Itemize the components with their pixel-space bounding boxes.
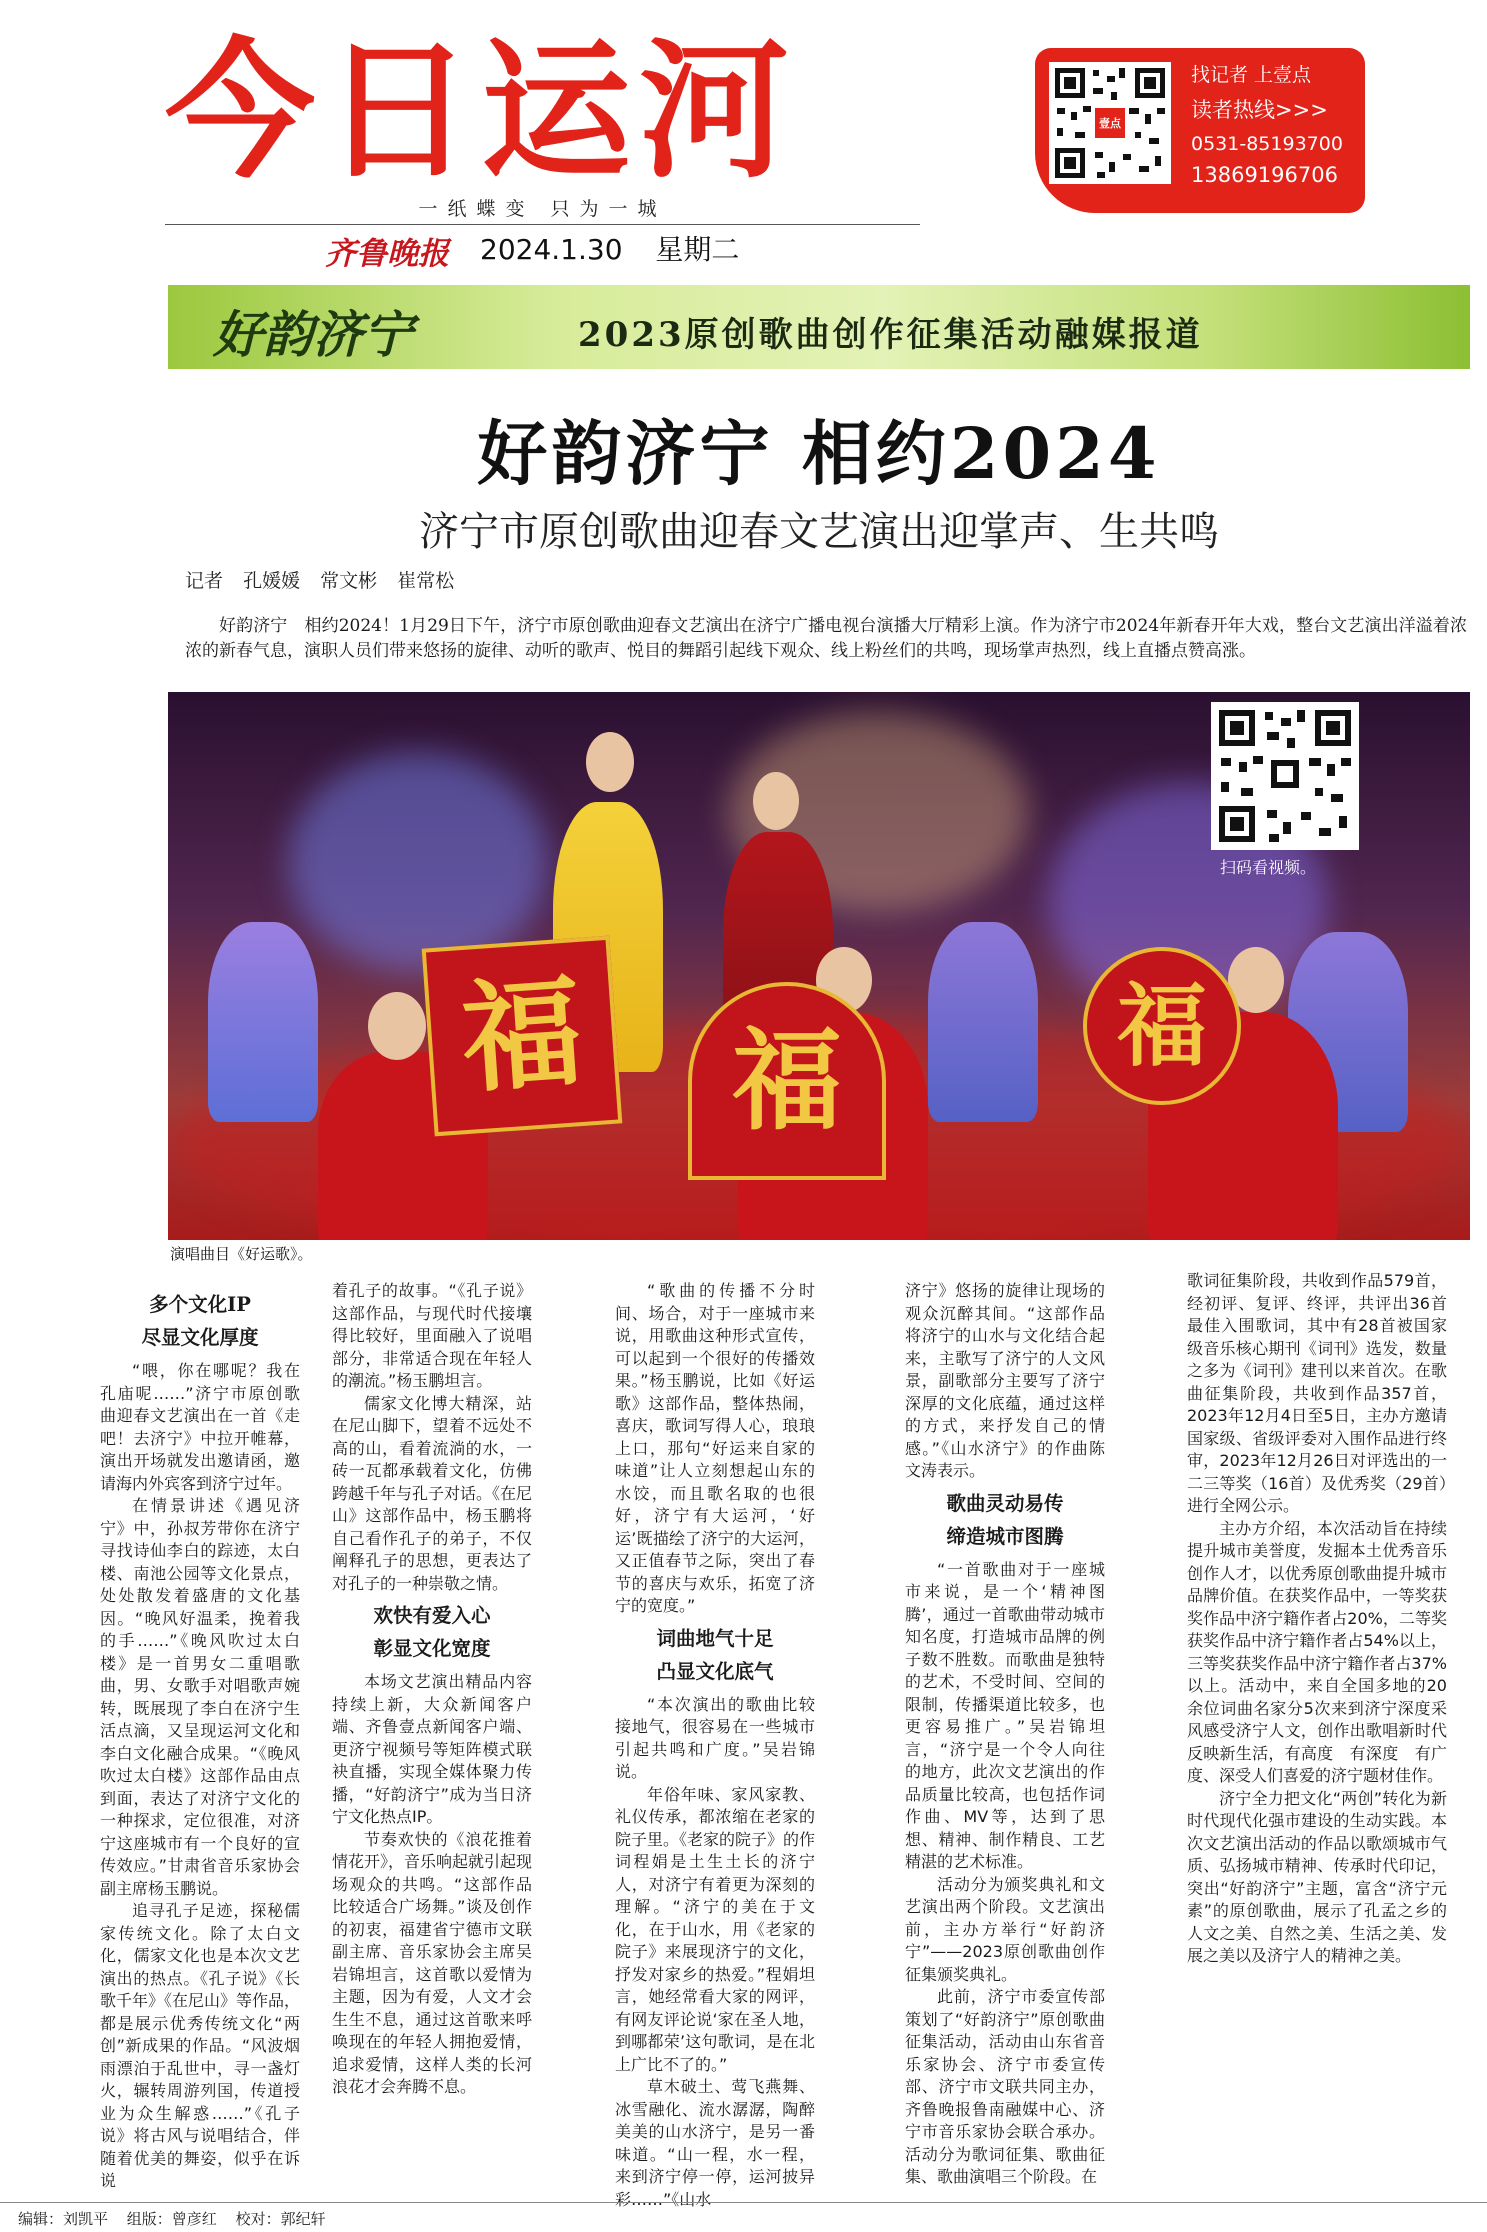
fu-fan: 福: [1083, 947, 1241, 1105]
body-paragraph: 儒家文化博大精深，站在尼山脚下，望着不远处不高的山，看着流淌的水，一砖一瓦都承载着文化，仿佛跨越千年与孔子对话。《在尼山》这部作品中，杨玉鹏将自己看作孔子的弟子，不仅阐释孔子的思想，更表达了对孔子的一种崇敬之情。: [332, 1393, 533, 1593]
subtitle-line: 欢快有爱入心: [373, 1604, 491, 1627]
subtitle-line: 尽显文化厚度: [141, 1326, 259, 1349]
body-paragraph: 着孔子的故事。“《孔子说》这部作品，与现代时代接壤得比较好，里面融入了说唱部分，非常适合现在年轻人的潮流。”杨玉鹏坦言。: [332, 1281, 532, 1390]
body-paragraph: 此前，济宁市委宣传部策划了“好韵济宁”原创歌曲征集活动，活动由山东省音乐家协会、济宁市委宣传部、济宁市文联共同主办，齐鲁晚报鲁南融媒中心、济宁市音乐家协会联合承办。活动分为歌词征集、歌曲征集、歌曲演唱三个阶段。在: [905, 1987, 1105, 2186]
subheadline: 济宁市原创歌曲迎春文艺演出迎掌声、生共鸣: [419, 509, 1219, 555]
section-subtitle: [615, 1622, 815, 1688]
performance-photo: [168, 692, 1470, 1240]
body-paragraph: 草木破土、莺飞燕舞、冰雪融化、流水潺潺，陶醉美美的山水济宁，是另一番味道。“山一程，水一程，来到济宁停一停，运河披异彩……”《山水: [615, 2077, 815, 2209]
hotline-phone-2[interactable]: 13869196706: [1191, 163, 1338, 187]
column-banner: [168, 285, 1470, 369]
body-paragraph: 在情景讲述《遇见济宁》中，孙叔芳带你在济宁寻找诗仙李白的踪迹，太白楼、南池公园等文化景点，处处散发着盛唐的文化基因。“晚风好温柔，挽着我的手……”《晚风吹过太白楼》是一首男女二重唱歌曲，男、女歌手对唱歌声婉转，既展现了李白在济宁生活点滴，又呈现运河文化和李白文化融合成果。“《晚风吹过太白楼》这部作品由点到面，表达了对济宁文化的一种探求，定位很准，对济宁这座城市有一个良好的宣传效应。”甘肃省音乐家协会副主席杨玉鹏说。: [100, 1496, 300, 1898]
masthead-title: 今日运河: [165, 25, 798, 199]
article-column-2: [332, 1280, 532, 2099]
dancer: [928, 922, 1038, 1122]
footer-proof: 校对：郭纪轩: [235, 2210, 326, 2228]
photo-caption: 演唱曲目《好运歌》。: [170, 1245, 313, 1263]
footer-divider: [0, 2202, 1487, 2203]
body-paragraph: 活动分为颁奖典礼和文艺演出两个阶段。文艺演出前，主办方举行“好韵济宁”——2023原创歌曲创作征集颁奖典礼。: [905, 1874, 1105, 1984]
lede-paragraph: 好韵济宁 相约2024！1月29日下午，济宁市原创歌曲迎春文艺演出在济宁广播电视台演播大厅精彩上演。作为济宁市2024年新春开年大戏，整台文艺演出洋溢着浓浓的新春气息，演职人员们带来悠扬的旋律、动听的歌声、悦目的舞蹈引起线下观众、线上粉丝们的共鸣，现场掌声热烈，线上直播点赞高涨。: [185, 616, 1467, 661]
hotline-phone-1[interactable]: 0531-85193700: [1191, 133, 1343, 155]
headline: 好韵济宁 相约2024: [477, 412, 1161, 495]
dancer: [208, 922, 318, 1122]
masthead-slogan: 一纸蝶变 只为一城: [165, 194, 920, 225]
singer-head: [753, 772, 799, 830]
article-column-5: [1187, 1270, 1464, 1968]
subtitle-line: 词曲地气十足: [656, 1626, 774, 1650]
section-subtitle: [332, 1599, 532, 1665]
fu-card: 福: [422, 936, 623, 1137]
qr-caption: 扫码看视频。: [1220, 858, 1317, 877]
hotline-label: 读者热线>>>: [1191, 98, 1328, 122]
girl-head: [368, 992, 426, 1060]
section-subtitle: [100, 1288, 300, 1354]
subtitle-line: 多个文化IP: [149, 1293, 251, 1316]
body-paragraph: 主办方介绍，本次活动旨在持续提升城市美誉度，发掘本土优秀音乐创作人才，以优秀原创歌曲提升城市品牌价值。在获奖作品中，一等奖获奖作品中济宁籍作者占20%，二等奖获奖作品中济宁籍作者占54%以上，三等奖获奖作品中济宁籍作者占37%以上。活动中，来自全国多地的20余位词曲名家分5次来到济宁深度采风感受济宁人文，创作出歌唱新时代 反映新生活，有高度 有深度 有广度、深受人们喜爱的济宁题材佳作。: [1187, 1518, 1464, 1785]
byline-author: 常文彬: [320, 570, 378, 592]
section-subtitle: [905, 1487, 1105, 1553]
body-paragraph: 本场文艺演出精品内容持续上新，大众新闻客户端、齐鲁壹点新闻客户端、更济宁视频号等矩阵模式联袂直播，实现全媒体聚力传播，“好韵济宁”成为当日济宁文化热点IP。: [332, 1672, 532, 1826]
issue-date: [480, 228, 763, 268]
body-paragraph: “歌曲的传播不分时间、场合，对于一座城市来说，用歌曲这种形式宣传，可以起到一个很好的传播效果。”杨玉鹏说，比如《好运歌》这部作品，整体热闹，喜庆，歌词写得人心，琅琅上口，那句“好运来自家的味道”让人立刻想起山东的水饺，而且歌名取的也很好，济宁有大运河，‘好运’既描绘了济宁的大运河，又正值春节之际，突出了春节的喜庆与欢乐，拓宽了济宁的宽度。”: [615, 1281, 815, 1615]
banner-text: 2023原创歌曲创作征集活动融媒报道: [578, 315, 1203, 355]
qr-code-icon: [1211, 702, 1359, 850]
footer-credits: [18, 2208, 340, 2229]
stage-light: [288, 752, 548, 972]
reader-hotline-box: [1035, 48, 1365, 213]
byline: [185, 566, 468, 593]
body-paragraph: 追寻孔子足迹，探秘儒家传统文化。除了太白文化，儒家文化也是本次文艺演出的热点。《孔子说》《长歌千年》《在尼山》等作品，都是展示优秀传统文化“两创”新成果的作品。“风波烟雨漂泊于乱世中，寻一盏灯火，辗转周游列国，传道授业为众生解惑……”《孔子说》将古风与说唱结合，伴随着优美的舞姿，似乎在诉说: [100, 1901, 301, 2190]
byline-author: 崔常松: [397, 570, 455, 592]
footer-layout: 组版：曾彦红: [126, 2210, 217, 2228]
article-column-4: [905, 1280, 1105, 2189]
byline-author: 孔媛媛: [243, 570, 301, 592]
body-paragraph: 年俗年味、家风家教、礼仪传承，都浓缩在老家的院子里。《老家的院子》的作词程娟是土生土长的济宁人，对济宁有着更为深刻的理解。“济宁的美在于文化，在于山水，用《老家的院子》来展现济宁的文化，抒发对家乡的热爱。”程娟坦言，她经常看大家的网评，有网友评论说‘家在圣人地，到哪都荣’这句歌词，是在北上广比不了的。”: [615, 1784, 816, 2074]
subtitle-line: 缔造城市图腾: [946, 1524, 1064, 1548]
hotline-tag: 找记者 上壹点: [1191, 64, 1312, 86]
fu-fan: 福: [688, 982, 886, 1180]
banner-brand: 好韵济宁: [213, 305, 413, 364]
body-paragraph: “本次演出的歌曲比较接地气，很容易在一些城市引起共鸣和广度。”吴岩锦说。: [615, 1694, 815, 1781]
article-column-3: [615, 1280, 815, 2211]
footer-editor: 编辑：刘凯平: [18, 2210, 109, 2228]
video-qr-code[interactable]: [1211, 702, 1359, 850]
date-text: 2024.1.30: [480, 233, 623, 266]
hotline-qr-code[interactable]: [1049, 62, 1171, 184]
body-paragraph: 节奏欢快的《浪花推着情花开》，音乐响起就引起现场观众的共鸣。“这部作品比较适合广场舞。”谈及创作的初衷，福建省宁德市文联副主席、音乐家协会主席吴岩锦坦言，这首歌以爱情为主题，因为有爱，人文才会生生不息，通过这首歌来呼唤现在的年轻人拥抱爱情，追求爱情，这样人类的长河浪花才会奔腾不息。: [332, 1829, 533, 2096]
singer-head: [586, 732, 634, 792]
weekday-text: 星期二: [655, 233, 740, 266]
body-paragraph: “一首歌曲对于一座城市来说，是一个‘精神图腾’，通过一首歌曲带动城市知名度，打造城市品牌的例子数不胜数。而歌曲是独特的艺术，不受时间、空间的限制，传播渠道比较多，也更容易推广。”吴岩锦坦言，“济宁是一个令人向往的地方，此次文艺演出的作品质量比较高，也包括作词作曲、MV等，达到了思想、精神、制作精良、工艺精湛的艺术标准。: [905, 1559, 1105, 1871]
body-paragraph: 歌词征集阶段，共收到作品579首，经初评、复评、终评，共评出36首最佳入围歌词，其中有28首被国家级音乐核心期刊《词刊》选发，数量之多为《词刊》建刊以来首次。在歌曲征集阶段，共收到作品357首，2023年12月4日至5日，主办方邀请国家级、省级评委对入围作品进行终审，2023年12月26日对评选出的一二三等奖（16首）及优秀奖（29首）进行全网公示。: [1187, 1271, 1447, 1515]
qr-logo-text: 壹点: [1099, 117, 1121, 130]
subtitle-line: 凸显文化底气: [656, 1659, 774, 1683]
subtitle-line: 彰显文化宽度: [373, 1637, 491, 1660]
paper-name-logo: 齐鲁晚报: [325, 236, 449, 272]
article-column-1: [100, 1280, 300, 2193]
subtitle-line: 歌曲灵动易传: [946, 1491, 1064, 1515]
body-paragraph: “喂，你在哪呢？我在孔庙呢……”济宁市原创歌曲迎春文艺演出在一首《走吧！去济宁》中拉开帷幕，演出开场就发出邀请函，邀请海内外宾客到济宁过年。: [100, 1361, 300, 1493]
body-paragraph: 济宁》悠扬的旋律让现场的观众沉醉其间。“这部作品将济宁的山水与文化结合起来，主歌写了济宁的人文风景，副歌部分主要写了济宁深厚的文化底蕴，通过这样的方式，来抒发自己的情感。”《山水济宁》的作曲陈文涛表示。: [905, 1281, 1105, 1480]
byline-role: 记者: [185, 570, 224, 592]
body-paragraph: 济宁全力把文化“两创”转化为新时代现代化强市建设的生动实践。本次文艺演出活动的作品以歌颂城市气质、弘扬城市精神、传承时代印记，突出“好韵济宁”主题，富含“济宁元素”的原创歌曲，展示了孔孟之乡的人文之美、自然之美、生活之美、发展之美以及济宁人的精神之美。: [1187, 1788, 1447, 1965]
